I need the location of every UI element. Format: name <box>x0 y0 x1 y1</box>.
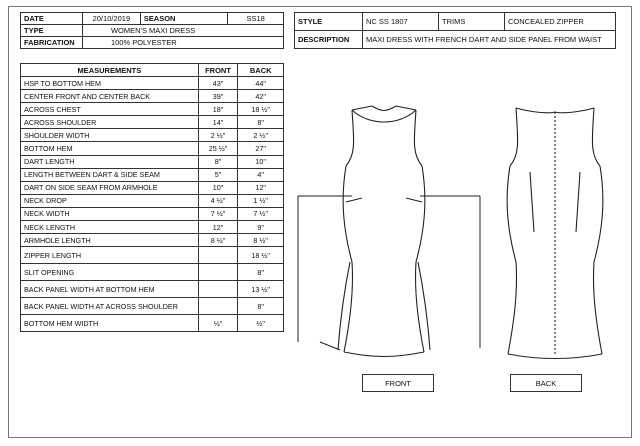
measurement-front <box>198 264 238 281</box>
measurement-row <box>21 281 284 298</box>
measurement-name: DART LENGTH <box>21 155 199 168</box>
measurement-back: 2 ½" <box>238 129 284 142</box>
season-label: SEASON <box>140 13 227 25</box>
measurement-front: 8" <box>198 155 238 168</box>
measurement-front: 18" <box>198 103 238 116</box>
measurement-row <box>21 77 284 90</box>
col-front: FRONT <box>198 64 238 77</box>
measurement-front: 4 ½" <box>198 194 238 207</box>
measurement-back: 44" <box>238 77 284 90</box>
measurement-name: ACROSS CHEST <box>21 103 199 116</box>
measurement-row <box>21 298 284 315</box>
measurement-row <box>21 207 284 220</box>
header-info-right <box>294 12 616 49</box>
description-label: DESCRIPTION <box>295 31 363 49</box>
trims-value: CONCEALED ZIPPER <box>505 13 616 31</box>
col-back: BACK <box>238 64 284 77</box>
measurement-row <box>21 247 284 264</box>
measurement-front <box>198 281 238 298</box>
back-dress-sketch <box>490 92 620 362</box>
measurement-row <box>21 90 284 103</box>
measurement-row <box>21 129 284 142</box>
measurement-row <box>21 103 284 116</box>
date-label: DATE <box>21 13 83 25</box>
trims-label: TRIMS <box>439 13 505 31</box>
measurement-name: SHOULDER WIDTH <box>21 129 199 142</box>
measurement-back: 8" <box>238 264 284 281</box>
measurement-row <box>21 181 284 194</box>
style-value: NC SS 1807 <box>363 13 439 31</box>
measurements-table <box>20 63 284 332</box>
header-info-left <box>20 12 284 49</box>
measurement-row <box>21 234 284 247</box>
measurement-back: ½" <box>238 315 284 332</box>
date-value: 20/10/2019 <box>82 13 140 25</box>
measurement-front: 12" <box>198 221 238 234</box>
measurement-name: CENTER FRONT AND CENTER BACK <box>21 90 199 103</box>
measurement-row <box>21 116 284 129</box>
measurement-back: 4" <box>238 168 284 181</box>
measurement-front: 39" <box>198 90 238 103</box>
measurement-row <box>21 155 284 168</box>
type-label: TYPE <box>21 25 83 37</box>
measurements-header-row <box>21 64 284 77</box>
type-value: WOMEN'S MAXI DRESS <box>82 25 283 37</box>
back-view-label: BACK <box>510 374 582 392</box>
front-view-label: FRONT <box>362 374 434 392</box>
measurement-front <box>198 247 238 264</box>
measurement-name: NECK LENGTH <box>21 221 199 234</box>
style-label: STYLE <box>295 13 363 31</box>
measurement-name: HSP TO BOTTOM HEM <box>21 77 199 90</box>
measurement-front: 10" <box>198 181 238 194</box>
measurement-front: 43" <box>198 77 238 90</box>
measurement-name: BOTTOM HEM <box>21 142 199 155</box>
measurement-back: 10" <box>238 155 284 168</box>
measurement-name: ACROSS SHOULDER <box>21 116 199 129</box>
measurement-front: 2 ½" <box>198 129 238 142</box>
measurement-name: ARMHOLE LENGTH <box>21 234 199 247</box>
measurement-name: BACK PANEL WIDTH AT BOTTOM HEM <box>21 281 199 298</box>
measurement-name: BACK PANEL WIDTH AT ACROSS SHOULDER <box>21 298 199 315</box>
measurement-back: 27" <box>238 142 284 155</box>
measurement-back: 7 ½" <box>238 207 284 220</box>
season-value: SS18 <box>228 13 284 25</box>
measurement-name: LENGTH BETWEEN DART & SIDE SEAM <box>21 168 199 181</box>
measurement-name: SLIT OPENING <box>21 264 199 281</box>
measurement-row <box>21 221 284 234</box>
measurement-back: 8" <box>238 116 284 129</box>
measurement-back: 9" <box>238 221 284 234</box>
measurement-row <box>21 264 284 281</box>
measurement-row <box>21 194 284 207</box>
measurement-name: NECK DROP <box>21 194 199 207</box>
measurement-back: 8 ½" <box>238 234 284 247</box>
measurement-back: 18 ½" <box>238 103 284 116</box>
measurement-back: 13 ½" <box>238 281 284 298</box>
measurement-back: 18 ½" <box>238 247 284 264</box>
description-value: MAXI DRESS WITH FRENCH DART AND SIDE PANEL FROM WAIST <box>363 31 616 49</box>
measurement-back: 8" <box>238 298 284 315</box>
measurement-front: 25 ½" <box>198 142 238 155</box>
measurement-front: ½" <box>198 315 238 332</box>
measurement-row <box>21 168 284 181</box>
measurement-front: 7 ½" <box>198 207 238 220</box>
measurement-name: DART ON SIDE SEAM FROM ARMHOLE <box>21 181 199 194</box>
measurement-front: 5" <box>198 168 238 181</box>
measurement-name: BOTTOM HEM WIDTH <box>21 315 199 332</box>
measurement-back: 42" <box>238 90 284 103</box>
measurement-front: 8 ½" <box>198 234 238 247</box>
front-dress-sketch <box>294 92 484 362</box>
fabrication-value: 100% POLYESTER <box>82 37 283 49</box>
measurement-front <box>198 298 238 315</box>
measurement-row <box>21 142 284 155</box>
measurement-name: NECK WIDTH <box>21 207 199 220</box>
fabrication-label: FABRICATION <box>21 37 83 49</box>
col-measurements: MEASUREMENTS <box>21 64 199 77</box>
measurement-back: 12" <box>238 181 284 194</box>
measurement-front: 14" <box>198 116 238 129</box>
measurement-back: 1 ½" <box>238 194 284 207</box>
measurement-row <box>21 315 284 332</box>
measurement-name: ZIPPER LENGTH <box>21 247 199 264</box>
